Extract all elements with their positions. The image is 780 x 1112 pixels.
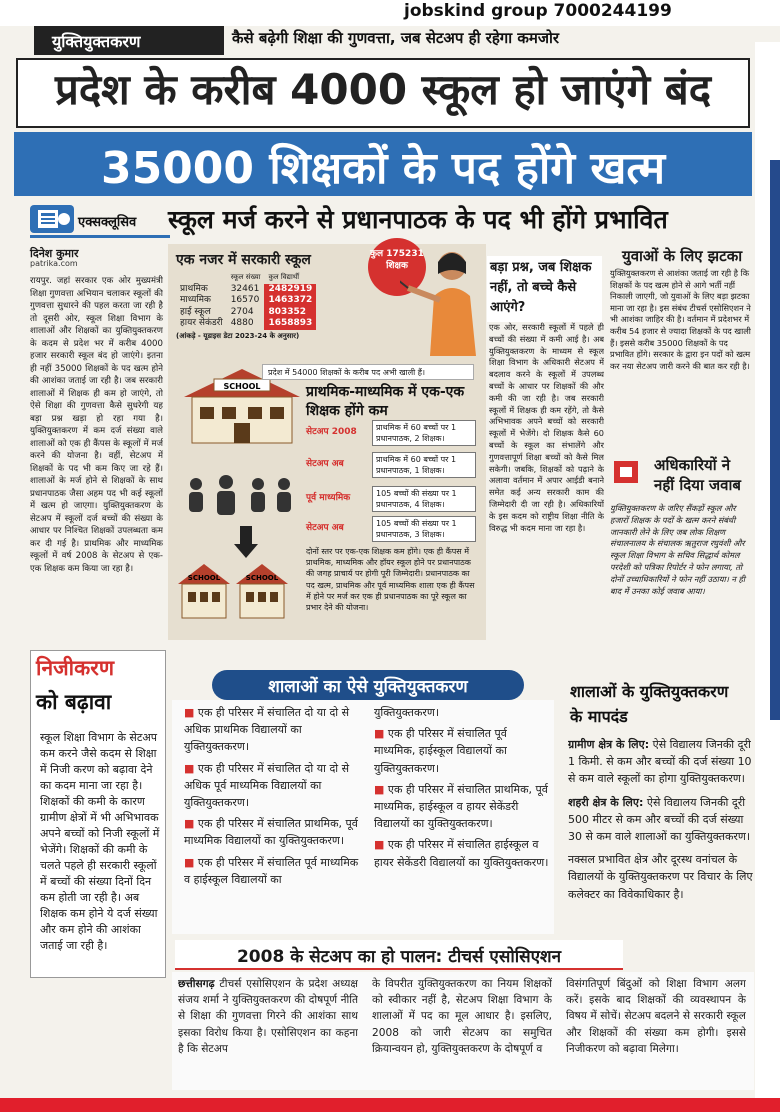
merged-schools-icon	[178, 564, 288, 618]
headline-secondary: 35000 शिक्षकों के पद होंगे खत्म	[100, 143, 666, 194]
criteria-urban: शहरी क्षेत्र के लिए: ऐसे विद्यालय जिनकी दूरी 500 मीटर से कम और बच्चों की दर्ज संख्या 30 से कम वाले शालाओं का युक्तियुक्तकरण।	[568, 795, 751, 844]
rule-label: सेटअप 2008	[306, 427, 357, 437]
row-label: माध्यमिक	[180, 295, 211, 305]
section-note: दोनों स्तर पर एक-एक शिक्षक कम होंगे। एक ही कैंपस में प्राथमिक, माध्यमिक और हॉयर स्कूल होने पर प्रधानपाठक की जगह प्राचार्य पर होगी पूरी जिम्मेदारी। प्रधानपाठक का पद खत्म, प्राथमिक और पूर्व माध्यमिक शाला एक ही कैंपस में होने पर मर्ज कर एक ही प्रधानपाठक का पूरे स्कूल का प्रभार देने की योजना।	[306, 547, 475, 613]
criteria-body	[568, 736, 754, 936]
rule-label: सेटअप अब	[306, 459, 344, 469]
headline-main: प्रदेश के करीब 4000 स्कूल हो जाएंगे बंद	[54, 65, 711, 114]
rationalisation-list-left	[184, 704, 364, 934]
rule-text: प्राथमिक में 60 बच्चों पर 1 प्रधानपाठक, 2 शिक्षक।	[372, 420, 476, 446]
sub-headline: स्कूल मर्ज करने से प्रधानपाठक के पद भी होंगे प्रभावित	[168, 205, 668, 234]
youth-body: युक्तियुक्तकरण से आशंका जताई जा रही है कि शिक्षकों के पद खत्म होने से आगे भर्ती नहीं निकाली जाएगी, जो युवाओं के लिए बड़ा झटका माना जा रहा है। इस संबंध टीचर्स एसोसिएशन ने भी आशंका जाहिर की है। वर्तमान में प्रदेशभर में करीब 54 हजार से ज्यादा शिक्षकों के पद खाली हैं। इससे करीब 35000 शिक्षकों के पद प्रभावित होंगे। सरकार के द्वारा इन पदों को खत्म कर नया सेटअप जारी करने की बात कर रही है।	[610, 268, 751, 371]
privatisation-title: निजीकरण	[36, 656, 115, 680]
youth-title: युवाओं के लिए झटका	[622, 247, 743, 265]
officials-title: अधिकारियों ने नहीं दिया जवाब	[654, 456, 741, 494]
criteria-title: शालाओं के युक्तियुक्तकरण	[570, 682, 729, 701]
list-item: ■ एक ही परिसर में संचालित हाईस्कूल व हायर सेकेंडरी विद्यालयों का युक्तियुक्तकरण।	[374, 838, 549, 869]
association-col-1: छत्तीसगढ़ टीचर्स एसोसिएशन के प्रदेश अध्यक्ष संजय शर्मा ने युक्तियुक्तकरण की दोषपूर्ण नीति से शिक्षा की गुणवत्ता गिरने की आशंका साथ इसका विरोध किया है। एसोसिएशन का कहना है कि सेटअप	[178, 978, 358, 1055]
list-item: ■ एक ही परिसर में संचालित पूर्व माध्यमिक, हाईस्कूल विद्यालयों का युक्तियुक्तकरण।	[374, 727, 507, 775]
criteria-subtitle: के मापदंड	[570, 707, 628, 726]
exclusive-rule	[30, 235, 170, 238]
list-item: ■ एक ही परिसर में संचालित दो या दो से अधिक प्राथमिक विद्यालयों का युक्तियुक्तकरण।	[184, 706, 350, 754]
bottom-strip	[0, 1098, 780, 1112]
association-col-2: के विपरीत युक्तियुक्तकरण का नियम शिक्षकों को स्वीकार नहीं है, सेटअप शिक्षा विभाग के शालाओं में पद का मूल आधार है। इसलिए, 2008 को जारी सेटअप का समुचित क्रियान्वयन हो, युक्तियुक्तकरण के दोषपूर्ण व	[372, 978, 552, 1055]
list-item: ■ एक ही परिसर में संचालित दो या दो से अधिक पूर्व माध्यमिक विद्यालयों का युक्तियुक्तकरण।	[184, 761, 350, 810]
byline-site: patrika.com	[30, 259, 78, 268]
rule-text: 105 बच्चों की संख्या पर 1 प्रधानपाठक, 4 शिक्षक।	[372, 486, 476, 512]
total-teachers-badge: कुल 175231 शिक्षक	[368, 238, 426, 296]
row-label: हाई स्कूल	[180, 306, 211, 317]
rationalisation-list-right	[374, 704, 550, 934]
quote-icon	[610, 455, 650, 495]
svg-text:SCHOOL: SCHOOL	[245, 574, 279, 582]
cell-students: 1658893	[264, 318, 316, 330]
list-item-cont: युक्तियुक्तकरण।	[374, 706, 440, 719]
left-edge	[0, 26, 14, 1112]
officials-body: युक्तियुक्तकरण के जरिए सैंकड़ों स्कूल और हजारों शिक्षक के पदों के खत्म करने संबंधी जानकारी लेने के लिए जब लोक शिक्षण संचालनालय के संचालक ऋतुराज रघुवंशी और स्कूल शिक्षा विभाग के सचिव सिद्धार्थ कोमल परदेशी को पत्रिका रिपोर्टर ने फोन लगाया, तो दोनों उच्चाधिकारियों ने फोन नहीं उठाया। न ही बाद में उनका कोई जवाब आया।	[610, 503, 746, 596]
criteria-naxal: नक्सल प्रभावित क्षेत्र और दूरस्थ वनांचल के विद्यालयों के युक्तियुक्तकरण पर विचार के लिए कलेक्टर का विवेकाधिकार है।	[568, 853, 753, 901]
teacher-illustration	[400, 244, 486, 356]
col-header: कुल विद्यार्थी	[268, 273, 300, 281]
byline-name: दिनेश कुमार	[30, 247, 79, 260]
svg-text:SCHOOL: SCHOOL	[187, 574, 221, 582]
watermark: jobskind group 7000244199	[404, 1, 672, 21]
teachers-icon	[189, 475, 291, 515]
cell-schools: 32461	[230, 283, 260, 294]
table-row	[176, 307, 316, 319]
col-header: स्कूल संख्या	[230, 273, 261, 281]
section-title: प्राथमिक-माध्यमिक में एक-एक शिक्षक होंगे कम	[306, 384, 465, 419]
lead-article: रायपुर. जहां सरकार एक ओर मुख्यमंत्री शिक्षा गुणवत्ता अभियान चलाकर स्कूलों की गुणवत्ता सुधारने की पहल करता जा रही है तो दूसरी ओर, स्कूल शिक्षा विभाग के शालाओं और शिक्षकों का युक्तियुक्तकरण के कदम से प्रदेश भर में करीब 4000 हजार सरकारी स्कूल बंद हो जाएंगे। इतना ही नहीं 35000 शिक्षकों के पद खत्म होने की आशंका जताई जा रही है। जब सरकारी शालाओं में शिक्षक ही कम हो जाएंगे, तो ऐसे शिक्षा की गुणवत्ता कैसे सुधरेगी यह बड़ा प्रश्न खड़ा हो रहा गया है। युक्तियुक्तकरण में कम दर्ज संख्या वाले शालाओं को एक ही कैंपस के स्कूलों में मर्ज करने की योजना है। वहीं, सेटअप में शिक्षकों के पद भी कम किए जा रहे हैं। शालाओं के मर्ज होने से शिक्षकों के साथ प्रधानपाठक जैसा अहम पद भी कई स्कूलों में खत्म हो जाएगा। युक्तियुक्तकरण के सेटअप में स्कूलों दर्ज बच्चों की संख्या के आधार पर निश्चित शिक्षकों उपलब्धता कम कर दी गई है। प्राथमिक और माध्यमिक स्कूलों में वर्ष 2008 के सेटअप से एक-एक शिक्षक कम किया जा रहा है।	[30, 276, 163, 574]
schools-table	[176, 272, 376, 330]
table-row	[176, 295, 316, 307]
data-source-note: (आंकड़े - यूडाइस डेटा 2023-24 के अनुसार)	[176, 332, 300, 340]
rule-text: 105 बच्चों की संख्या पर 1 प्रधानपाठक, 3 शिक्षक।	[372, 516, 476, 542]
kicker-label: युक्तियुक्तकरण	[34, 26, 224, 55]
question-body: एक ओर, सरकारी स्कूलों में पहले ही बच्चों की संख्या में कमी आई है। अब युक्तियुक्तकरण के माध्यम से स्कूल शिक्षा विभाग के अधिकारी सेटअप में बदलाव करने के स्कूलों में उपलब्ध बच्चों के आधार पर शिक्षकों की और कमी की जा रही है। जब सरकारी स्कूलों में शिक्षक ही कम रहेंगे, तो कैसे अभिभावक अपने बच्चों को सरकारी स्कूलों में भेजेंगे। दो शिक्षक कैसे 60 बच्चों के स्कूल का संभालेंगे और गुणवत्तापूर्ण शिक्षा बच्चों को कैसे मिल सकेगी। जबकि, शिक्षकों को पढ़ाने के अलावा वर्तमान में अपार आईडी बनाने समेत कई अन्य सरकारी काम की जिम्मेदारी दी जा रही है। अधिकारियों के इस कदम को राष्ट्रीय शिक्षा नीति के विरुद्ध भी कदम माना जा रहा है।	[489, 322, 604, 533]
school-sign: SCHOOL	[223, 382, 261, 391]
list-item: ■ एक ही परिसर में संचालित पूर्व माध्यमिक व हाईस्कूल विद्यालयों का	[184, 855, 359, 886]
school-building-icon	[184, 369, 300, 443]
rule-text: प्राथमिक में 60 बच्चों पर 1 प्रधानपाठक, 1 शिक्षक।	[372, 452, 476, 478]
exclusive-label: एक्सक्लूसिव	[78, 215, 137, 230]
kicker-text: कैसे बढ़ेगी शिक्षा की गुणवत्ता, जब सेटअप ही रहेगा कमजोर	[232, 29, 560, 47]
association-title: 2008 के सेटअप का हो पालन: टीचर्स एसोसिएशन	[236, 947, 562, 967]
rule-label: सेटअप अब	[306, 523, 344, 533]
row-label: प्राथमिक	[180, 283, 208, 294]
glance-title: एक नजर में सरकारी स्कूल	[176, 252, 311, 268]
privatisation-subtitle: को बढ़ावा	[36, 690, 112, 714]
association-col-3: विसंगतिपूर्ण बिंदुओं को शिक्षा विभाग अलग करें। इसके बाद शिक्षकों की व्यवस्थापन के विषय में सोचें। सेटअप बदलने से सरकारी स्कूल और शिक्षकों की संख्या कम होगी। इससे निजीकरण को बढ़ावा मिलेगा।	[566, 978, 746, 1055]
vacant-posts-note: प्रदेश में 54000 शिक्षकों के करीब पद अभी खाली हैं।	[262, 364, 474, 380]
cell-schools: 4880	[230, 318, 254, 328]
list-item: ■ एक ही परिसर में संचालित प्राथमिक, पूर्व माध्यमिक विद्यालयों का युक्तियुक्तकरण।	[184, 817, 358, 848]
cell-schools: 2704	[230, 306, 254, 317]
adjacent-ad-strip	[770, 160, 780, 720]
cell-students: 803352	[264, 307, 316, 319]
table-row	[176, 284, 316, 296]
cell-schools: 16570	[230, 295, 260, 305]
rationalisation-title: शालाओं का ऐसे युक्तियुक्तकरण	[268, 677, 468, 697]
rule-label: पूर्व माध्यमिक	[306, 493, 351, 503]
cell-students: 2482919	[264, 284, 316, 296]
table-row	[176, 318, 316, 330]
row-label: हायर सेकंडरी	[180, 318, 223, 328]
criteria-rural: ग्रामीण क्षेत्र के लिए: ऐसे विद्यालय जिनकी दूरी 1 किमी. से कम और बच्चों की दर्ज संख्या 10 से कम वाले स्कूलों का होगा युक्तियुक्तकरण।	[568, 738, 752, 786]
cell-students: 1463372	[264, 295, 316, 307]
arrow-down-icon	[234, 526, 258, 558]
newspaper-icon	[30, 205, 74, 233]
list-item: ■ एक ही परिसर में संचालित प्राथमिक, पूर्व माध्यमिक, हाईस्कूल व हायर सेकेंडरी विद्यालयों का युक्तियुक्तकरण।	[374, 782, 548, 831]
privatisation-body: स्कूल शिक्षा विभाग के सेटअप कम करने जैसे कदम से शिक्षा में निजी करण को बढ़ावा देने का कदम माना जा रहा है। शिक्षकों की कमी के कारण ग्रामीण क्षेत्रों में भी अभिभावक अपने बच्चों को निजी स्कूलों में भेजेंगे। शिक्षकों की कमी के चलते पहले ही सरकारी स्कूलों में बच्चों की संख्या दिनों दिन कम होती जा रही है। अब शिक्षक कम होने ये दर्ज संख्या और कम होने की आशंका जताई जा रही है।	[40, 731, 160, 952]
question-title: बड़ा प्रश्न, जब शिक्षक नहीं, तो बच्चे कैसे आएंगे?	[490, 260, 592, 315]
